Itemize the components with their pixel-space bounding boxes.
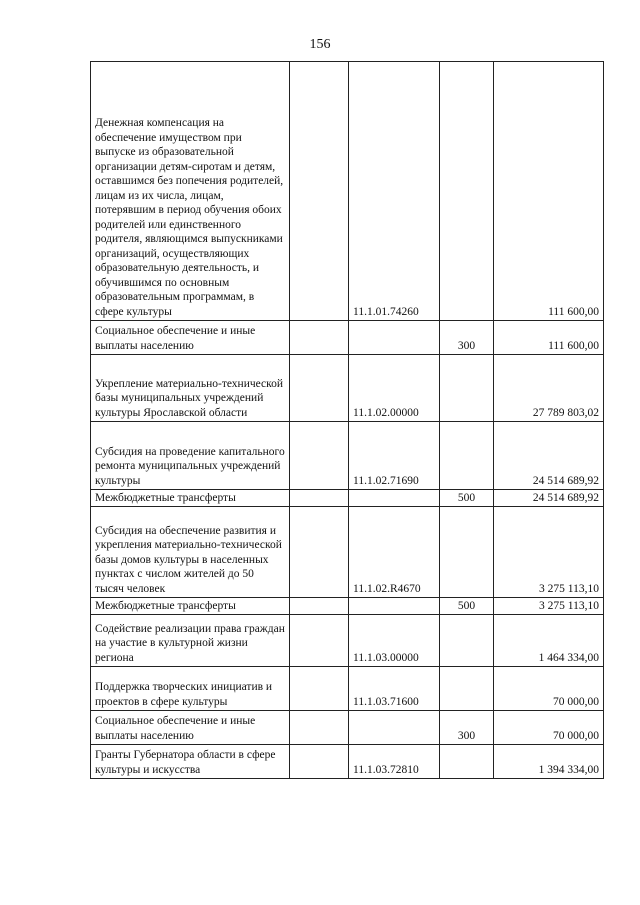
empty-cell	[290, 711, 349, 745]
program-code: 11.1.02.R4670	[349, 507, 440, 598]
empty-cell	[290, 745, 349, 779]
expense-name: Социальное обеспечение и иные выплаты населению	[91, 321, 290, 355]
amount: 70 000,00	[494, 711, 604, 745]
expense-type: 500	[440, 490, 494, 507]
table-row	[91, 355, 604, 422]
expense-type: 500	[440, 598, 494, 615]
empty-cell	[290, 598, 349, 615]
expense-name: Денежная компенсация на обеспечение имуществом при выпуске из образовательной организации детям-сиротам и детям, оставшимся без попечения родителей, лицам из их числа, лицам, потерявшим в период обучения обоих родителей или единственного родителя, являющимся выпускниками организаций, осуществляющих образовательную деятельность, и обучившимся по основным образовательным программам, в сфере культуры	[91, 62, 290, 321]
program-code	[349, 598, 440, 615]
expense-name: Гранты Губернатора области в сфере культуры и искусства	[91, 745, 290, 779]
expense-type	[440, 745, 494, 779]
table-row	[91, 711, 604, 745]
program-code	[349, 490, 440, 507]
amount: 111 600,00	[494, 62, 604, 321]
empty-cell	[290, 62, 349, 321]
empty-cell	[290, 321, 349, 355]
amount: 3 275 113,10	[494, 507, 604, 598]
page-number: 156	[309, 37, 331, 52]
table-row	[91, 507, 604, 598]
table-row	[91, 490, 604, 507]
program-code: 11.1.03.00000	[349, 615, 440, 667]
expense-name: Социальное обеспечение и иные выплаты населению	[91, 711, 290, 745]
expense-type	[440, 507, 494, 598]
expense-type: 300	[440, 711, 494, 745]
program-code: 11.1.03.72810	[349, 745, 440, 779]
table-row	[91, 667, 604, 711]
expense-type	[440, 355, 494, 422]
expense-type	[440, 667, 494, 711]
amount: 27 789 803,02	[494, 355, 604, 422]
program-code	[349, 321, 440, 355]
expense-name: Межбюджетные трансферты	[91, 490, 290, 507]
table-row	[91, 598, 604, 615]
amount: 24 514 689,92	[494, 490, 604, 507]
expense-name: Межбюджетные трансферты	[91, 598, 290, 615]
expense-type	[440, 422, 494, 490]
empty-cell	[290, 615, 349, 667]
empty-cell	[290, 507, 349, 598]
expense-name: Содействие реализации права граждан на участие в культурной жизни региона	[91, 615, 290, 667]
amount: 70 000,00	[494, 667, 604, 711]
amount: 24 514 689,92	[494, 422, 604, 490]
expense-name: Поддержка творческих инициатив и проектов в сфере культуры	[91, 667, 290, 711]
amount: 111 600,00	[494, 321, 604, 355]
program-code	[349, 711, 440, 745]
budget-table	[90, 61, 604, 779]
program-code: 11.1.03.71600	[349, 667, 440, 711]
empty-cell	[290, 422, 349, 490]
expense-type: 300	[440, 321, 494, 355]
expense-type	[440, 62, 494, 321]
expense-name: Укрепление материально-технической базы муниципальных учреждений культуры Ярославской области	[91, 355, 290, 422]
table-row	[91, 422, 604, 490]
program-code: 11.1.02.71690	[349, 422, 440, 490]
amount: 3 275 113,10	[494, 598, 604, 615]
table-row	[91, 321, 604, 355]
empty-cell	[290, 667, 349, 711]
expense-name: Субсидия на обеспечение развития и укрепления материально-технической базы домов культуры в населенных пунктах с числом жителей до 50 тысяч человек	[91, 507, 290, 598]
table-row	[91, 615, 604, 667]
program-code: 11.1.01.74260	[349, 62, 440, 321]
table-row	[91, 62, 604, 321]
empty-cell	[290, 355, 349, 422]
table-row	[91, 745, 604, 779]
expense-name: Субсидия на проведение капитального ремонта муниципальных учреждений культуры	[91, 422, 290, 490]
program-code: 11.1.02.00000	[349, 355, 440, 422]
empty-cell	[290, 490, 349, 507]
amount: 1 464 334,00	[494, 615, 604, 667]
expense-type	[440, 615, 494, 667]
amount: 1 394 334,00	[494, 745, 604, 779]
